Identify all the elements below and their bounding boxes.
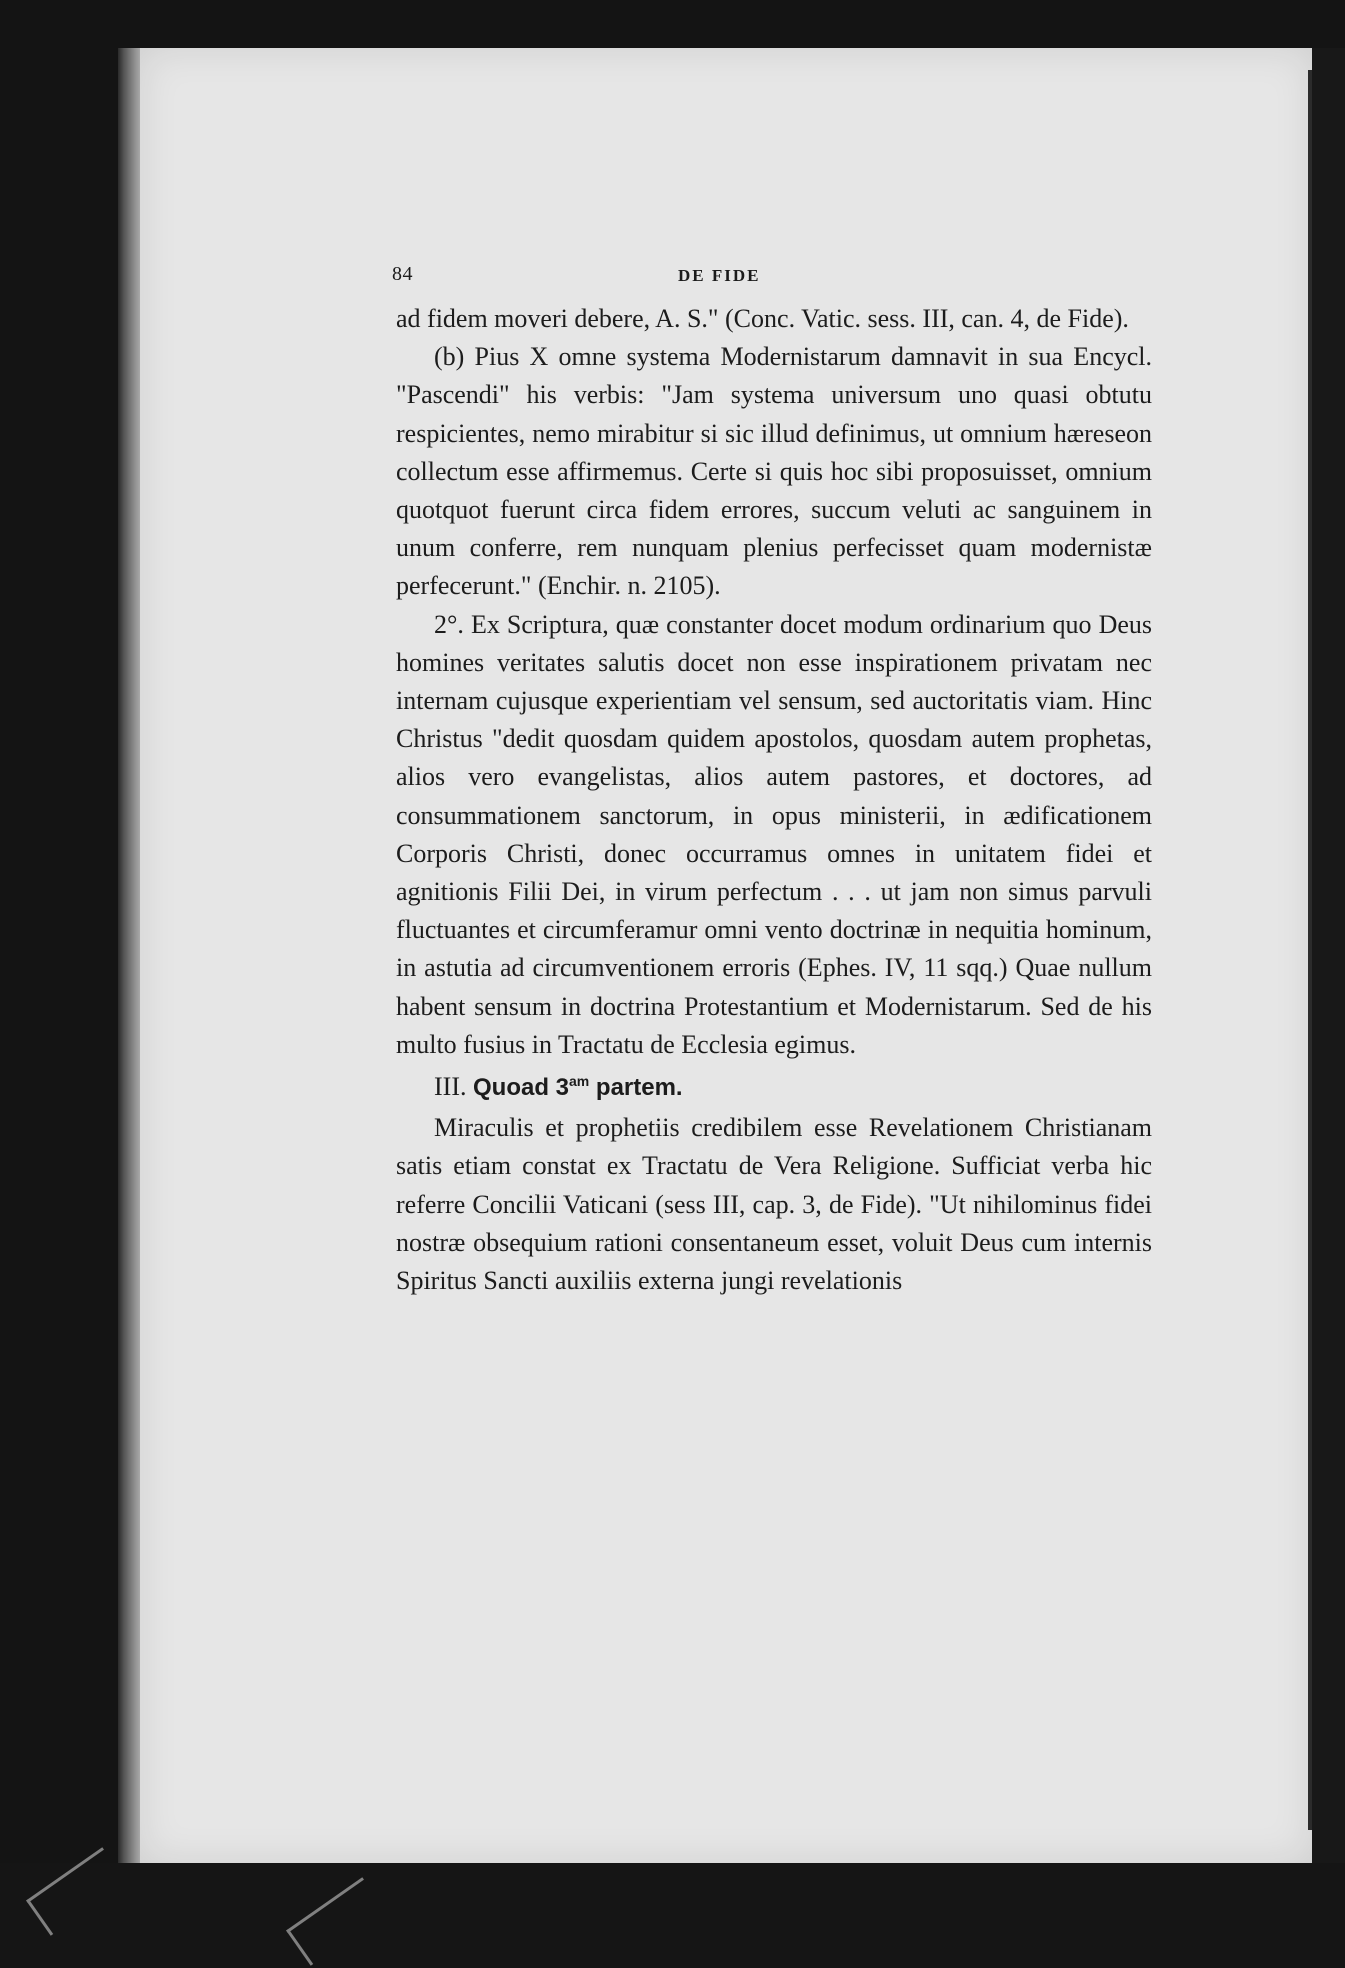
- paragraph: (b) Pius X omne systema Modernistarum damnavit in sua Encycl. "Pascendi" his verbis: "Jam systema universum uno quasi obtutu respicientes, nemo mirabitur si sic illud definimus, ut omnium hæreseon collectum esse affirmemus. Certe si quis hoc sibi proposuisset, omnium quotquot fuerunt circa fidem errores, succum veluti ac sanguinem in unum conferre, rem nunquam plenius perfecisset quam modernistæ perfecerunt." (Enchir. n. 2105).: [396, 342, 1152, 601]
- running-title: DE FIDE: [678, 266, 761, 285]
- paragraph: 2°. Ex Scriptura, quæ constanter docet modum ordinarium quo Deus homines veritates salutis docet non esse inspirationem privatam nec internam cujusque experientiam vel sensum, sed auctoritatis viam. Hinc Christus "dedit quosdam quidem apostolos, quosdam autem prophetas, alios vero evangelistas, alios autem pastores, et doctores, ad consummationem sanctorum, in opus ministerii, in ædificationem Corporis Christi, donec occurramus omnes in unitatem fidei et agnitionis Filii Dei, in virum perfectum . . . ut jam non simus parvuli fluctuantes et circumferamur omni vento doctrinæ in nequitia hominum, in astutia ad circumventionem erroris (Ephes. IV, 11 sqq.) Quae nullum habent sensum in doctrina Protestantium et Modernistarum. Sed de his multo fusius in Tractatu de Ecclesia egimus.: [396, 609, 1152, 1059]
- running-head: [392, 252, 1152, 300]
- paragraph: ad fidem moveri debere, A. S." (Conc. Vatic. sess. III, can. 4, de Fide).: [396, 304, 1129, 333]
- section-label-text: Quoad 3: [472, 1074, 569, 1102]
- section-label-superscript: am: [569, 1073, 590, 1090]
- page-number: 84: [392, 263, 413, 285]
- section-label: [473, 1074, 683, 1101]
- paragraph: Miraculis et prophetiis credibilem esse Revelationem Christianam satis etiam constat ex Tractatu de Vera Religione. Sufficiat verba hic referre Concilii Vaticani (sess III, cap. 3, de Fide). "Ut nihilominus fidei nostræ obsequium rationi consentaneum esset, voluit Deus cum internis Spiritus Sancti auxiliis externa jungi revelationis: [396, 1113, 1152, 1296]
- section-label-end: partem.: [589, 1074, 683, 1102]
- section-numeral: III.: [434, 1072, 467, 1102]
- scan-frame-right: [1312, 48, 1345, 1863]
- text-block: [392, 252, 1152, 1300]
- scan-frame-bottom: [0, 1863, 1345, 1968]
- section-heading: [396, 1068, 1152, 1107]
